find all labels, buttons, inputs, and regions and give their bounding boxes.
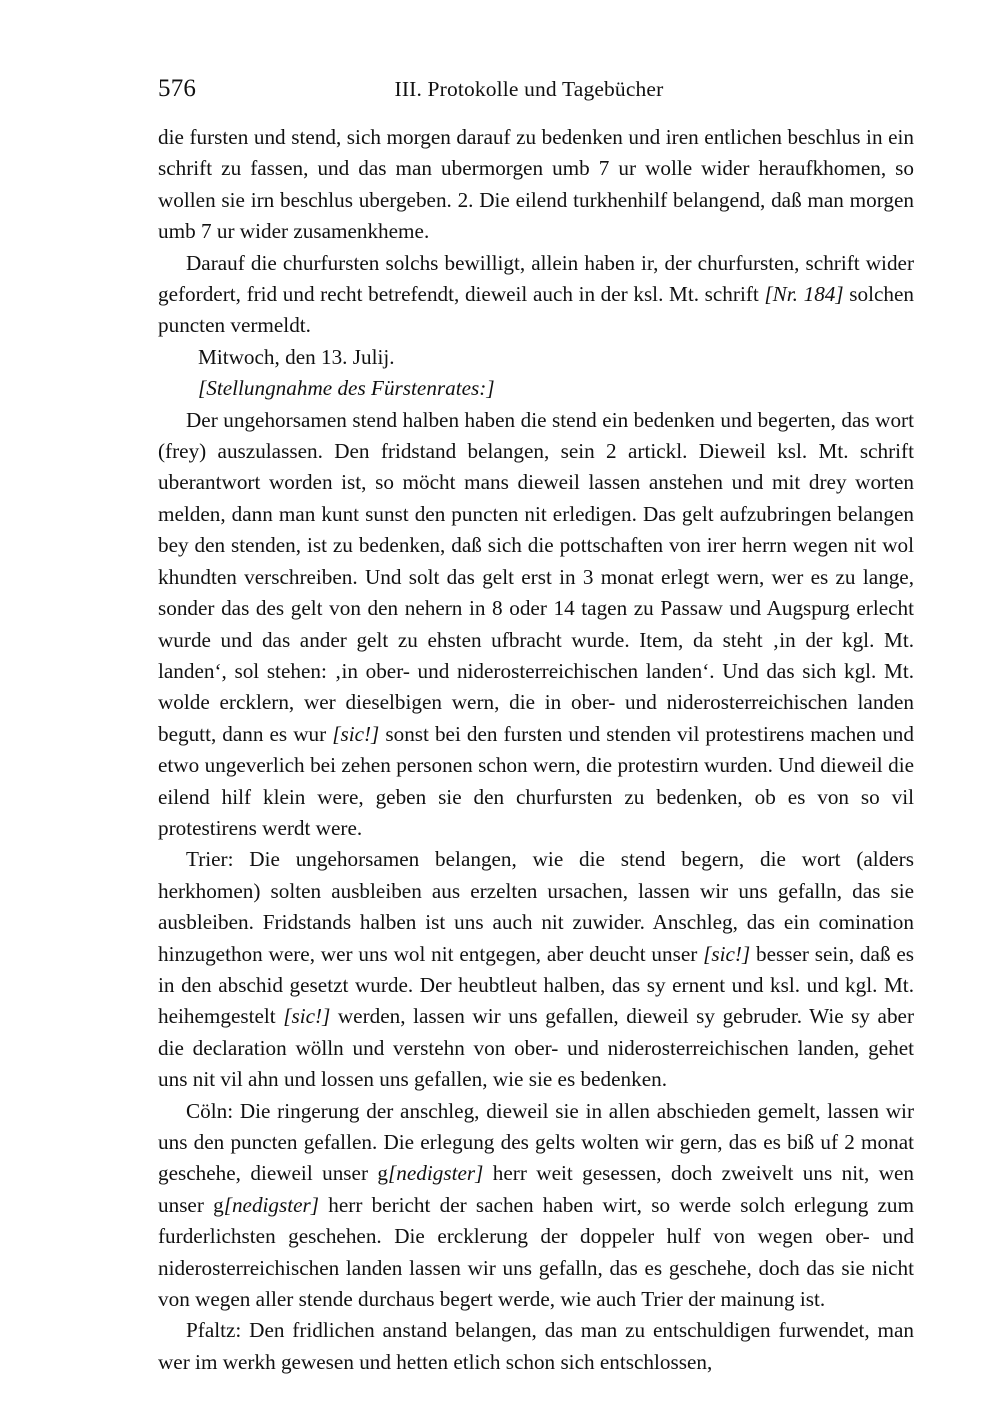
running-head [158,74,914,104]
paragraph [158,1315,914,1378]
page-number: 576 [158,75,197,102]
editorial-insertion: [sic!] [703,941,751,966]
text-run: Der ungehorsamen stend halben haben die stend ein bedenken und begerten, das wort (frey) auszulassen. Den fridstand belangen, sein 2 artickl. Dieweil ksl. Mt. schrift uberantwort worden ist, so möcht mans dieweil lassen anstehen und mit drey worten melden, dann man kunt sunst den puncten nit erledigen. Das gelt aufzubringen belangen bey den stenden, ist zu bedenken, daß sich die pottschaften von irer herrn wegen nit wol khundten verschreiben. Und solt das gelt erst in 3 monat erlegt wern, wer es zu lange, sonder das des gelt von den nehern in 8 oder 14 tagen zu Passaw und Augspurg erlecht wurde und das ander gelt zu ehsten ufbracht wurde. Item, da steht ‚in der kgl. Mt. landen‘, sol stehen: ‚in ober- und niderosterreichischen landen‘. Und das sich kgl. Mt. wolde ercklern, wer dieselbigen wern, die in ober- und niderosterreichischen landen begutt, dann es wur [158,407,914,746]
text-run: Darauf die churfursten solchs bewilligt, allein haben ir, der churfursten, schrift wider gefordert, frid und recht betrefendt, dieweil auch in der ksl. Mt. schrift [158,250,914,307]
text-run: sonst bei den fursten und stenden vil protestirens machen und etwo ungeverlich bei zehen personen schon wern, die protestirn wurden. Und dieweil die eilend hilf klein were, geben sie den churfursten zu bedenken, ob es von so vil protestirens werdt were. [158,721,914,840]
paragraph [158,405,914,845]
text-run: herr bericht der sachen haben wirt, so werde solch erlegung zum furderlichsten geschehen. Die ercklerung der doppeler hulf von wegen ober- und niderosterreichischen landen lassen wir uns gefalln, das es geschehe, doch das sie nicht von wegen aller stende durchaus begert werde, wie auch Trier der mainung ist. [158,1192,914,1312]
paragraph [158,373,914,404]
text-run: besser sein, daß es in den abschid gesetzt wurde. Der heubtleut halben, das sy ernent und ksl. und kgl. Mt. heihemgestelt [158,941,915,1029]
paragraph [158,1096,914,1316]
text-run: Mitwoch, den 13. Julij. [198,344,395,369]
text-run: herr weit gesessen, doch zweivelt uns nit, wen unser g [158,1161,914,1217]
editorial-insertion: [nedigster] [223,1192,320,1217]
running-title: III. Protokolle und Tagebücher [394,77,664,101]
text-run: die fursten und stend, sich morgen darauf zu bedenken und iren entlichen beschlus in ein schrift zu fassen, und das man ubermorgen umb 7 ur wolle wider heraufkhomen, so wollen sie irn beschlus ubergeben. 2. Die eilend turkhenhilf belangend, daß man morgen umb 7 ur wider zusamenkheme. [158,125,914,244]
editorial-insertion: [Nr. 184] [764,282,844,307]
text-run: Pfaltz: Den fridlichen anstand belangen, das man zu entschuldigen furwendet, man wer im werkh gewesen und hetten etlich schon sich entschlossen, [158,1318,914,1374]
editorial-insertion: [nedigster] [388,1161,484,1186]
text-run: Cöln: Die ringerung der anschleg, dieweil sie in allen abschieden gemelt, lassen wir uns den puncten gefallen. Die erlegung des gelts wolten wir gern, das es biß uf 2 monat geschehe, dieweil unser g [158,1098,914,1186]
text-run: Trier: Die ungehorsamen belangen, wie die stend begern, die wort (alders herkhomen) solten ausbleiben aus erzelten ursachen, lassen wir uns gefalln, das sie ausbleiben. Fridstands halben ist uns auch nit zuwider. Anschleg, das ein comination hinzugethon were, wer uns wol nit entgegen, aber deucht unser [158,847,914,966]
body-text-block [158,122,914,1378]
text-run: werden, lassen wir uns gefallen, dieweil sy gebruder. Wie sy aber die declaration wölln und verstehn von ober- und niderosterreichischen landen, gehet uns nit vil ahn und lossen uns gefallen, wie sie es bedenken. [158,1004,915,1092]
paragraph [158,248,914,342]
text-run: [Stellungnahme des Fürstenrates:] [198,376,495,401]
text-run: solchen puncten vermeldt. [158,282,914,338]
paragraph [158,844,914,1095]
editorial-insertion: [sic!] [332,721,380,746]
paragraph [158,122,914,248]
editorial-insertion: [sic!] [283,1004,331,1029]
paragraph [158,342,914,373]
